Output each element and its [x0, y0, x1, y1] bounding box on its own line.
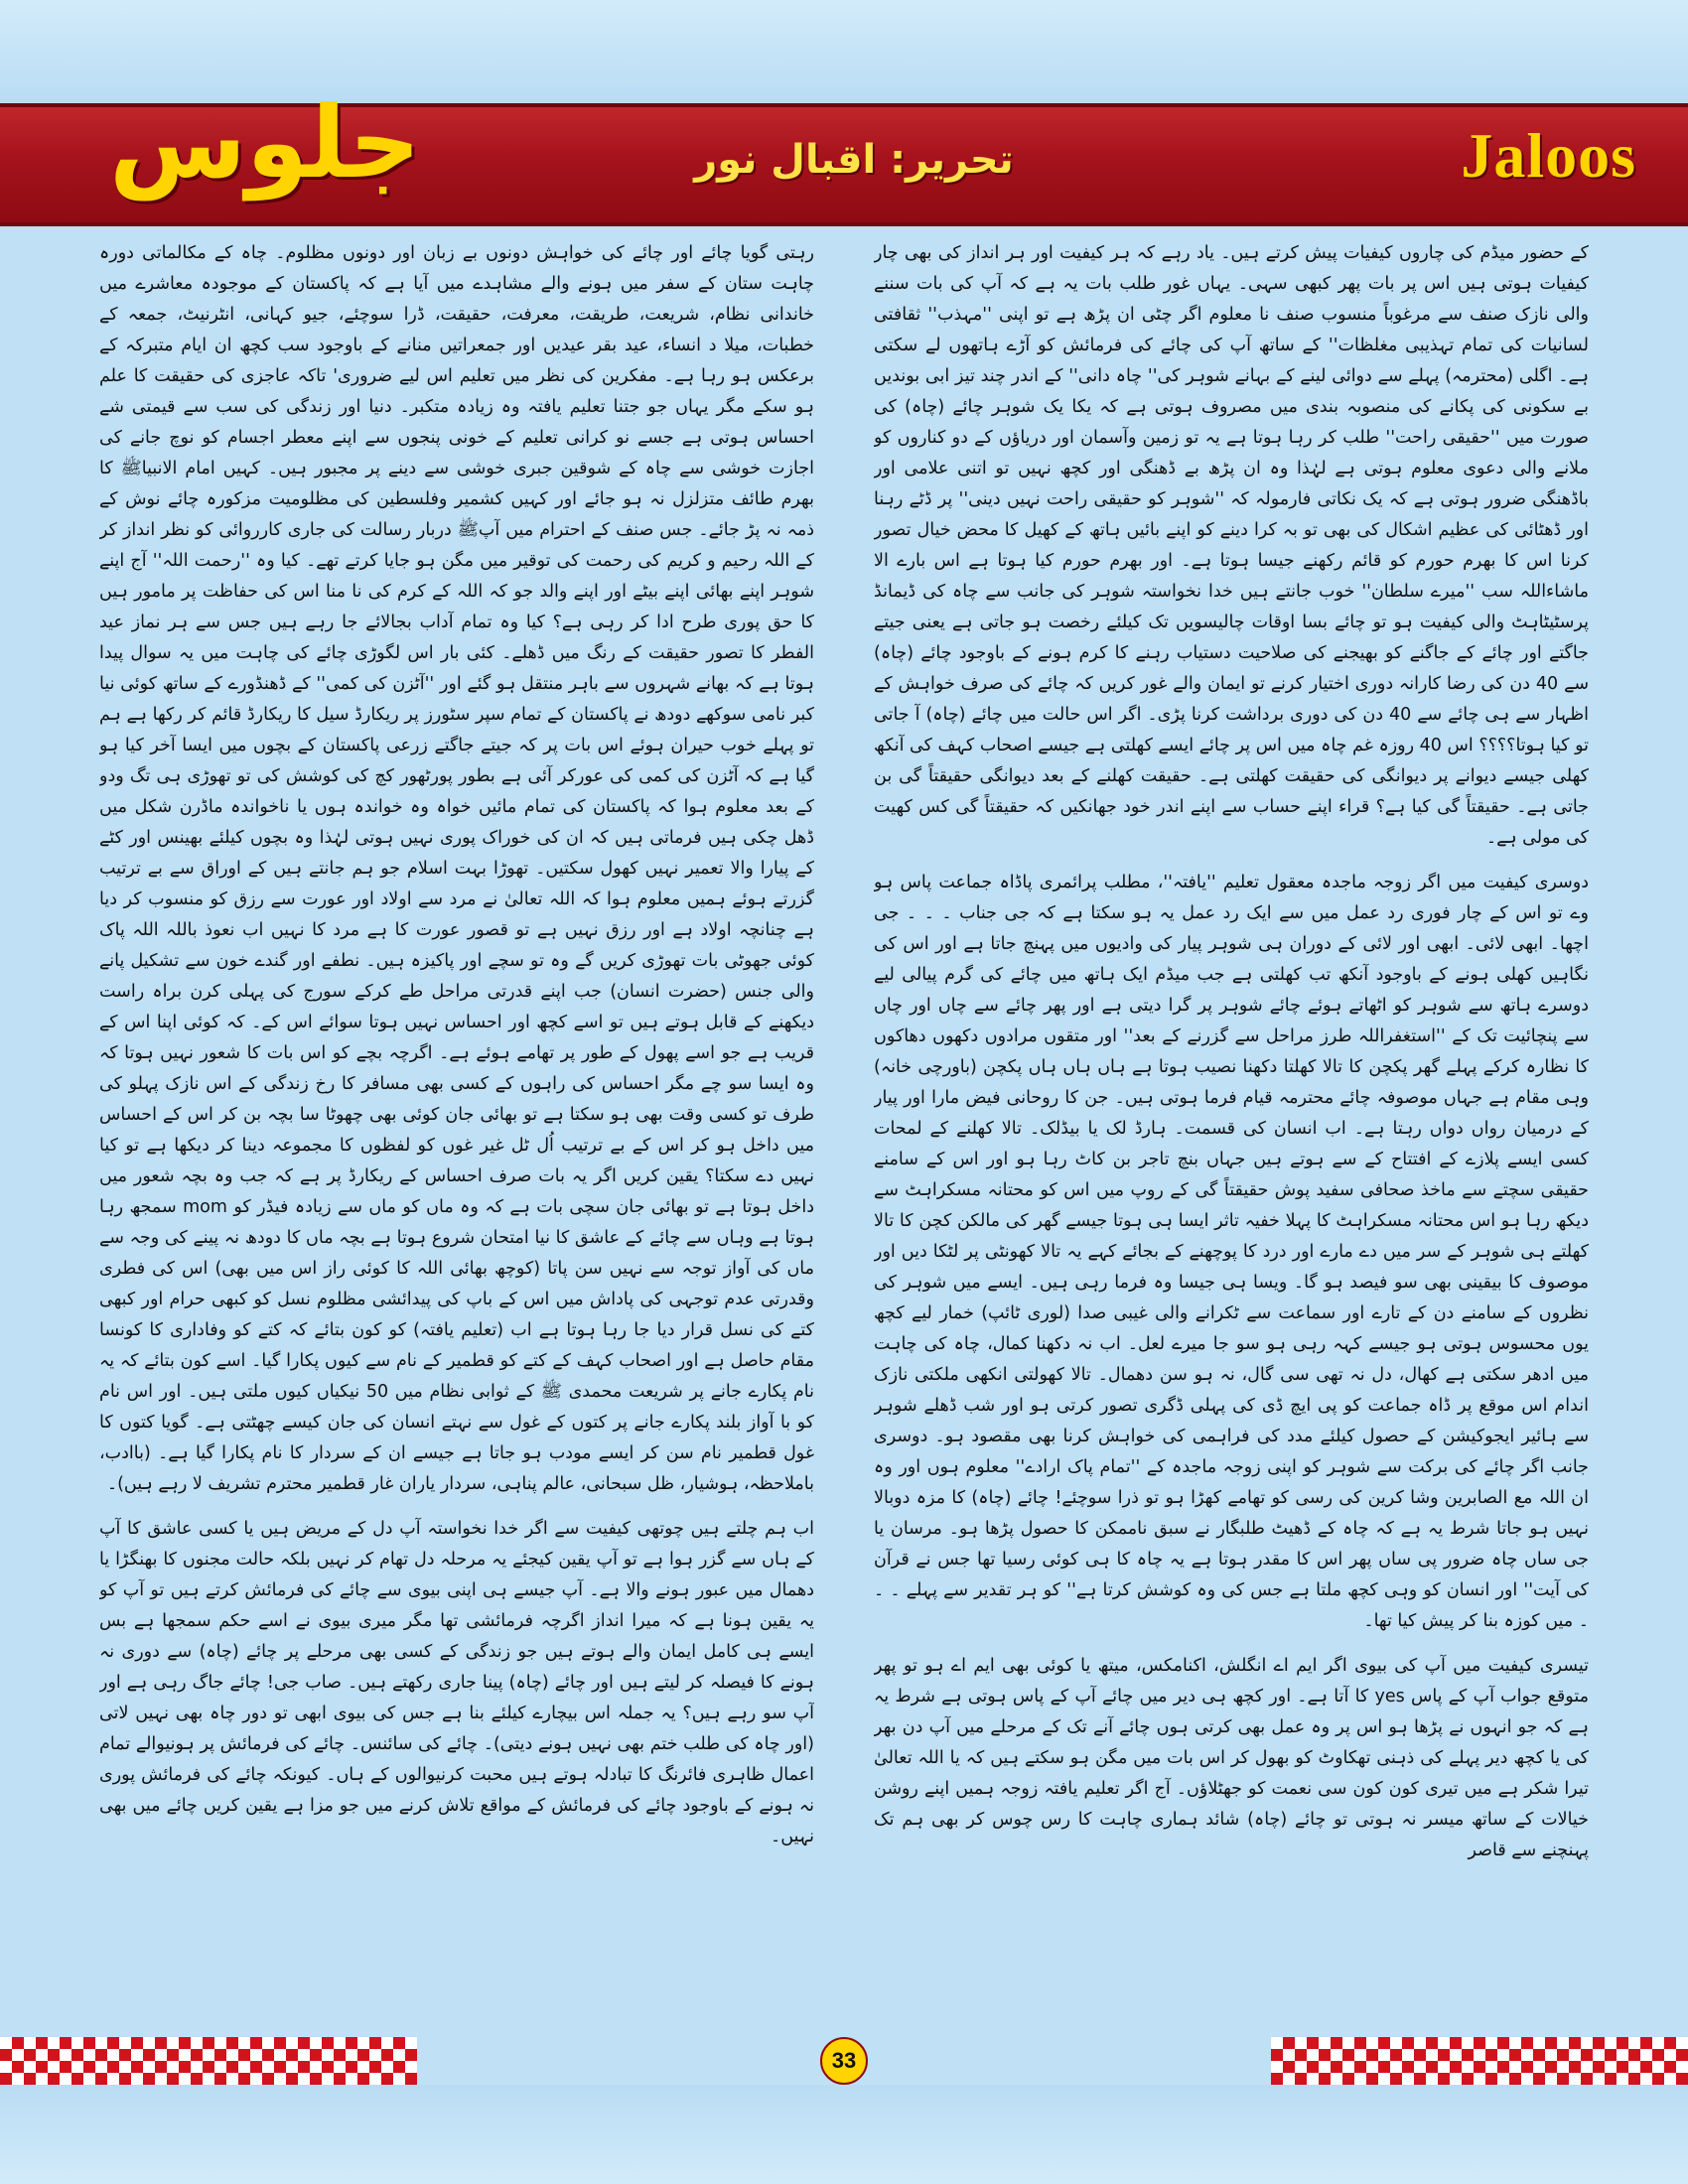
article-paragraph: رہتی گویا چائے اور چائے کی خواہش دونوں بے زبان اور دونوں مظلوم۔ چاہ کے مکالماتی دورہ چاہت ستان کے سفر میں ہونے والے مشاہدے میں آیا ہے کہ پاکستان کے موجودہ معاشرے میں خاندانی نظام، شریعت، طریقت، معرفت، حقیقت، ڈرا سوچئے، جیو کہانی، انٹرنیٹ، جمعہ کے خطبات، میلا د انساء، عید بقر عیدیں اور جمعراتیں منانے کے باوجود سب کچھ ان ایام متبرکہ کے برعکس ہو رہا ہے۔ مفکرین کی نظر میں تعلیم اس لیے ضروری' تاکہ عاجزی کی حقیقت کا علم ہو سکے مگر یہاں جو جتنا تعلیم یافتہ وہ زیادہ متکبر۔ دنیا اور زندگی کی سب سے قیمتی شے احساس ہوتی ہے جسے نو کرانی تعلیم کے خونی پنجوں سے اپنے معطر اجسام کو نوچ جانے کی اجازت خوشی سے چاہ کے شوقین جبری خوشی سے دینے پر مجبور ہیں۔ کہیں امام الانبیاﷺ کا بھرم طائف متزلزل نہ ہو جائے اور کہیں کشمیر وفلسطین کی مظلومیت مزکورہ چائے نوش کے ذمہ نہ پڑ جائے۔ جس صنف کے احترام میں آپﷺ دربار رسالت کی جاری کارروائی کو نظر انداز کر کے اللہ رحیم و کریم کی رحمت کی توقیر میں مگن ہو جایا کرتے تھے۔ کیا وہ ''رحمت اللہ'' آج اپنے شوہر اپنے بھائی اپنے بیٹے اور اپنے والد جو کہ اللہ کے کرم کی نا منا اس کی حفاظت پر مامور ہیں کا حق پوری طرح ادا کر رہی ہے؟ کیا وہ تمام آداب بجالائے جا رہے ہیں جس سے ہر نماز عید الفطر کا تصور حقیقت کے رنگ میں ڈھلے۔ کئی بار اس لگوڑی چائے کی چاہت میں یہ سوال پیدا ہوتا ہے کہ بھانے شہروں سے باہر منتقل ہو گئے اور ''آٹزن کی کمی'' کے ڈھنڈورے کے ساتھ کوئی نیا کبر نامی سوکھے دودھ نے پاکستان کے تمام سپر سٹورز پر ریکارڈ سیل کا ریکارڈ قائم کر رکھا ہے ہم تو پہلے خوب حیران ہوئے اس بات پر کہ جیتے جاگتے زرعی پاکستان کے بچوں میں ایسا آخر کیا ہو گیا ہے کہ آٹزن کی کمی کی عورکر آئی ہے بطور پورٹھور کچ کی کوشش کی تو تھوڑی ہی تگ ودو کے بعد معلوم ہوا کہ پاکستان کی تمام مائیں خواہ وہ خواندہ ہوں یا ناخواندہ ماڈرن شکل میں ڈھل چکی ہیں فرماتی ہیں کہ ان کی خوراک پوری نہیں ہوتی لہٰذا وہ بچوں کیلئے بھینس اور کٹے کے پیارا والا تعمیر نہیں کھول سکتیں۔ تھوڑا بہت اسلام جو ہم جانتے ہیں کے اوراق سے بے ترتیب گزرتے ہوئے ہمیں معلوم ہوا کہ اللہ تعالیٰ نے مرد سے اولاد اور عورت سے رزق کو منسوب کر دیا ہے چنانچہ اولاد ہے اور رزق نہیں ہے تو قصور عورت کا ہے مرد کا نہیں اب نعوذ باللہ اللہ پاک کوئی جھوٹی بات تھوڑی کریں گے وہ تو سچے اور پاکیزہ ہیں۔ نطفے اور گندے خون سے تشکیل پانے والی جنس (حضرت انسان) جب اپنے قدرتی مراحل طے کرکے سورج کی پہلی کرن براہ راست دیکھنے کے قابل ہوتے ہیں تو اسے کچھ اور احساس نہیں ہوتا سوائے اس کے۔ کہ کوئی اپنا اس کے قریب ہے جو اسے پھول کے طور پر تھامے ہوئے ہے۔ اگرچہ بچے کو اس بات کا شعور نہیں ہوتا کہ وہ ایسا سو چے مگر احساس کی راہوں کے کسی بھی مسافر کا رخ زندگی کے اس نازک پہلو کی طرف تو کسی وقت بھی ہو سکتا ہے تو بھائی جان کوئی بھی چھوٹا سا بچہ بن کر اس کے احساس میں داخل ہو کر اس کے بے ترتیب اُل ٹل غیر غوں کو لفظوں کا مجموعہ دینا کر دیکھا ہے تو کیا نہیں دے سکتا؟ یقین کریں اگر یہ بات صرف احساس کے ریکارڈ پر ہے کہ جب وہ بچہ شعور میں داخل ہوتا ہے تو بھائی جان سچی بات ہے کہ وہ ماں کو ماں سے زیادہ فیڈر کو mom سمجھ رہا ہوتا ہے وہاں سے چائے کے عاشق کا نیا امتحان شروع ہوتا ہے بچہ ماں کا دودھ نہ پینے کی وجہ سے ماں کی آواز توجہ سے نہیں سن پاتا (کوچھ بھائی اللہ کا کوئی راز اس میں بھی) اس کی فطری وقدرتی عدم توجہی کی پاداش میں اس کے باپ کی پیدائشی مظلوم نسل کو کبھی حرام اور کبھی کتے کی نسل قرار دیا جا رہا ہوتا ہے اب (تعلیم یافتہ) کو کون بتائے کہ کتے کو وفاداری کا کونسا مقام حاصل ہے اور اصحاب کہف کے کتے کو قطمیر کے نام سے کیوں پکارا گیا۔ اسے کون بتائے کہ یہ نام پکارے جانے پر شریعت محمدی ﷺ کے ثوابی نظام میں 50 نیکیاں کیوں ملتی ہیں۔ اور اس نام کو با آواز بلند پکارے جانے پر کتوں کے غول سے نہتے انسان کی جان کیسے چھٹتی ہے۔ گویا کتوں کا غول قطمیر نام سن کر ایسے مودب ہو جاتا ہے جیسے ان کے سردار کا نام پکارا گیا ہے۔ (باادب، باملاحظہ، ہوشیار، ظل سبحانی، عالم پناہی، سردار یاران غار قطمیر محترم تشریف لا رہے ہیں)۔: [99, 243, 814, 1494]
bottom-decorative-band: [0, 2085, 1688, 2184]
article-paragraph: تیسری کیفیت میں آپ کی بیوی اگر ایم اے انگلش، اکنامکس، میتھ یا کوئی بھی ایم اے ہو تو پھر متوقع جواب آپ کے پاس yes کا آتا ہے۔ اور کچھ ہی دیر میں چائے آپ کے پاس ہوتی ہے شرط یہ ہے کہ جو انہوں نے پڑھا ہو اس پر وہ عمل بھی کرتی ہوں چائے آنے تک کے مرحلے میں آپ دن بھر کی یا کچھ دیر پہلے کی ذہنی تھکاوٹ کو بھول کر اس بات میں مگن ہو سکتے ہیں کہ یا اللہ تعالیٰ تیرا شکر ہے میں تیری کون کون سی نعمت کو جھٹلاؤں۔ آج اگر تعلیم یافتہ زوجہ ہمیں اپنے روشن خیالات کے ساتھ میسر نہ ہوتی تو چائے (چاہ) شائد ہماری چاہت کا رس چوس کر بھی ہم تک پہنچنے سے قاصر: [874, 1656, 1589, 1860]
article-body: [99, 238, 1589, 2025]
masthead: [0, 84, 1688, 226]
checkered-border-right: [1271, 2037, 1688, 2085]
article-paragraph: کے حضور میڈم کی چاروں کیفیات پیش کرتے ہیں۔ یاد رہے کہ ہر کیفیت اور ہر انداز کی بھی چار کیفیات ہوتی ہیں اس پر بات پھر کبھی سہی۔ یہاں غور طلب بات یہ ہے کہ آپ کی بات سننے والی نازک صنف سے مرغوباً منسوب صنف نا معلوم اگر چٹی ان پڑھ ہے تو اپنی ''مہذب'' ثقافتی لسانیات کی تمام تہذیبی مغلظات'' کے ساتھ آپ کی چائے کی فرمائش کو آڑے ہاتھوں لے سکتی ہے۔ اگلی (محترمہ) پہلے سے دوائی لینے کے بہانے شوہر کی'' چاہ دانی'' کے اندر چند تیز ابی بوندیں بے سکونی کی پکانے کی منصوبہ بندی میں مصروف ہوتی ہے کہ یکا یک شوہر چائے (چاہ) کی صورت میں ''حقیقی راحت'' طلب کر رہا ہوتا ہے یہ تو زمین وآسمان اور دریاؤں کے دو کناروں کو ملانے والی دعوی معلوم ہوتی ہے لہٰذا وہ ان پڑھ بے ڈھنگی اور کچھ نہیں تو اتنی علامی اور باڈھنگی ضرور ہوتی ہے کہ یک نکاتی فارمولہ کہ ''شوہر کو حقیقی راحت نہیں دینی'' پر ڈٹے رہنا اور ڈھٹائی کی عظیم اشکال کی بھی تو بہ کرا دینے کو اپنے بائیں ہاتھ کے کھیل کا محض خیال تصور کرنا اس کا بھرم حورم کو قائم رکھنے جیسا ہوتا ہے۔ اور بھرم حورم کیا ہوتا ہے اس بارے الا ماشاءاللہ سب ''میرے سلطان'' خوب جانتے ہیں خدا نخواستہ شوہر کی جانب سے چاہ کی ڈیمانڈ پرسٹیٹاہٹ والی کیفیت ہو تو چائے بسا اوقات چالیسویں تک کیلئے رخصت ہو جاتی ہے یعنی جیتے جاگتے اور چائے کے جاگنے کو بھیجنے کی صلاحیت دستیاب رہنے کا کرم ہونے کے باوجود چائے (چاہ) سے 40 دن کی رضا کارانہ دوری اختیار کرنے تو ایمان والے غور کریں کہ چائے کی صرف خواہش کے اظہار سے ہی چائے سے 40 دن کی دوری برداشت کرنا پڑی۔ اگر اس حالت میں چائے (چاہ) آ جاتی تو کیا ہوتا؟؟؟؟ اس 40 روزہ غم چاہ میں اس پر چائے ایسے کھلتی ہے جیسے اصحاب کہف کی آنکھ کھلی جیسے دیوانے پر دیوانگی کی حقیقت کھلتی ہے۔ حقیقت کھلنے کے بعد دیوانگی حقیقتاً گی بن جاتی ہے۔ حقیقتاً گی کیا ہے؟ قراء اپنے حساب سے اپنے اندر خود جھانکیں کہ حقیقتاً گی کس کھیت کی مولی ہے۔: [874, 243, 1589, 848]
article-column-right: [874, 238, 1589, 2025]
author-byline: تحریر: اقبال نور: [694, 137, 1014, 183]
magazine-logo-english: Jaloos: [1461, 120, 1636, 191]
article-column-left: [99, 238, 814, 2025]
page-number: 33: [820, 2037, 868, 2085]
magazine-logo-urdu: جلوس: [109, 84, 421, 201]
article-paragraph: دوسری کیفیت میں اگر زوجہ ماجدہ معقول تعلیم ''یافتہ''، مطلب پرائمری پاڈاہ جماعت پاس ہو وے تو اس کے چار فوری رد عمل میں سے ایک رد عمل یہ ہو سکتا ہے کہ جی جناب ۔ ۔ ۔ جی اچھا۔ ابھی لائی۔ ابھی اور لائی کے دوران ہی شوہر پیار کی وادیوں میں پہنچ جاتا ہے اور اس کی نگاہیں کھلی ہونے کے باوجود آنکھ تب کھلتی ہے جب میڈم ایک ہاتھ میں چائے کی گرم پیالی لیے دوسرے ہاتھ سے شوہر کو اٹھاتے ہوئے چائے شوہر پر گرا دیتی ہے اور پھر چائے سے چاں اور چاں سے پنچائیت تک کے ''استغفراللہ طرز مراحل سے گزرنے کے بعد'' اور متقوں مرادوں دکھوں دھاکوں کا نظارہ کرکے پہلے گھر پکچن کا تالا کھلتا دکھنا نصیب ہوتا ہے ہاں ہاں ہاں پکچن (باورچی خانہ) وہی مقام ہے جہاں موصوفہ چائے محترمہ قیام فرما ہوتی ہیں۔ جن کا روحانی فیض مارا اور پیار کے درمیان رواں دواں رہتا ہے۔ اب انسان کی قسمت۔ ہارڈ لک یا بیڈلک۔ تالا کھلنے کے لمحات کسی ایسے پلازے کے افتتاح کے سے ہوتے ہیں جہاں بنچ تاجر بن کاٹ رہا ہو اور اس کے سامنے حقیقی سچتے سے ماخذ صحافی سفید پوش حقیقتاً گی کے روپ میں اس کو محتانہ مسکراہٹ سے دیکھ رہا ہو اس محتانہ مسکراہٹ کا پہلا خفیہ تاثر ایسا ہی ہوتا جیسے گھر کی مالکن کچن کا تالا کھلتے ہی شوہر کے سر میں دے مارے اور درد کا پوچھنے کے بجائے کہے یہ تالا کھونٹی پر لٹکا دیں اور موصوف کا بیقینی بھی سو فیصد ہو گا۔ ویسا ہی جیسا وہ فرما رہی ہیں۔ ایسے میں شوہر کی نظروں کے سامنے دن کے تارے اور سماعت سے ٹکرانے والی غیبی صدا (لوری ٹائپ) خمار لیے کچھ یوں محسوس ہوتی ہو جیسے کہہ رہی ہو سو جا میرے لعل۔ اب نہ دکھنا کمال، چاہ کی چاہت میں ادھر سکتی ہے کھال، دل نہ تھی سی گال، نہ ہو سن دھمال۔ تالا کھولتی انکھی ملکتی نازک اندام اس موقع پر ڈاہ جماعت کو پی ایچ ڈی کی پہلی ڈگری تصور کرتی ہو اور شب ڈھلے شوہر سے ہائیر ایجوکیشن کے حصول کیلئے مدد کی فراہمی کی خواہش کرنا بھی مقصود ہو۔ دوسری جانب اگر چائے کی برکت سے شوہر کو اپنی زوجہ ماجدہ کے ''تمام پاک ارادے'' معلوم ہوں اور وہ ان اللہ مع الصابرین وشا کرین کی رسی کو تھامے کھڑا ہو تو ذرا سوچئے! چائے (چاہ) کا مزہ دوبالا نہیں ہو جاتا شرط یہ ہے کہ چاہ کے ڈھیٹ طلبگار نے سبق ناممکن کا حصول پڑھا ہو۔ مرسان یا جی ساں چاہ ضرور پی ساں پھر اس کا مقدر ہوتا ہے یہ چاہ کا ہی کوئی رسیا تھا جس نے قرآن کی آیت'' اور انسان کو وہی کچھ ملتا ہے جس کی وہ کوشش کرتا ہے'' کو ہر تقدیر سے پہلے ۔ ۔ ۔ میں کوزہ بنا کر پیش کیا تھا۔: [874, 873, 1589, 1631]
checkered-border-left: [0, 2037, 417, 2085]
page-footer: [0, 2037, 1688, 2085]
article-paragraph: اب ہم چلتے ہیں چوتھی کیفیت سے اگر خدا نخواستہ آپ دل کے مریض ہیں یا کسی عاشق کا آپ کے ہاں سے گزر ہوا ہے تو آپ یقین کیجئے یہ مرحلہ دل تھام کر نہیں بلکہ حالت مجنوں کا بھنگڑا یا دھمال میں عبور ہونے والا ہے۔ آپ جیسے ہی اپنی بیوی سے چائے کی فرمائش کرتے ہیں تو آپ کو یہ یقین ہونا ہے کہ میرا انداز اگرچہ فرمائشی تھا مگر میری بیوی نے اسے حکم سمجھا ہے بس ایسے ہی کامل ایمان والے ہوتے ہیں جو زندگی کے کسی بھی مرحلے پر چائے (چاہ) سے دوری نہ ہونے کا فیصلہ کر لیتے ہیں اور چائے (چاہ) پینا جاری رکھتے ہیں۔ صاب جی! چائے جاگ رہی ہے اور آپ سو رہے ہیں؟ یہ جملہ اس بیچارے کیلئے بنا ہے جس کی بیوی ابھی تو دور چاہ بھی نہیں لاتی (اور چاہ کی طلب ختم بھی نہیں ہونے دیتی)۔ چائے کی سائنس۔ چائے کی فرمائش پر ہونیوالے تمام اعمال ظاہری فائرنگ کا تبادلہ ہوتے ہیں محبت کرنیوالوں کے ہاں۔ کیونکہ چائے کی فرمائش پوری نہ ہونے کے باوجود چائے کی فرمائش کے مواقع تلاش کرنے میں جو مزا ہے یقین کریں چائے میں بھی نہیں۔: [99, 1519, 814, 1846]
